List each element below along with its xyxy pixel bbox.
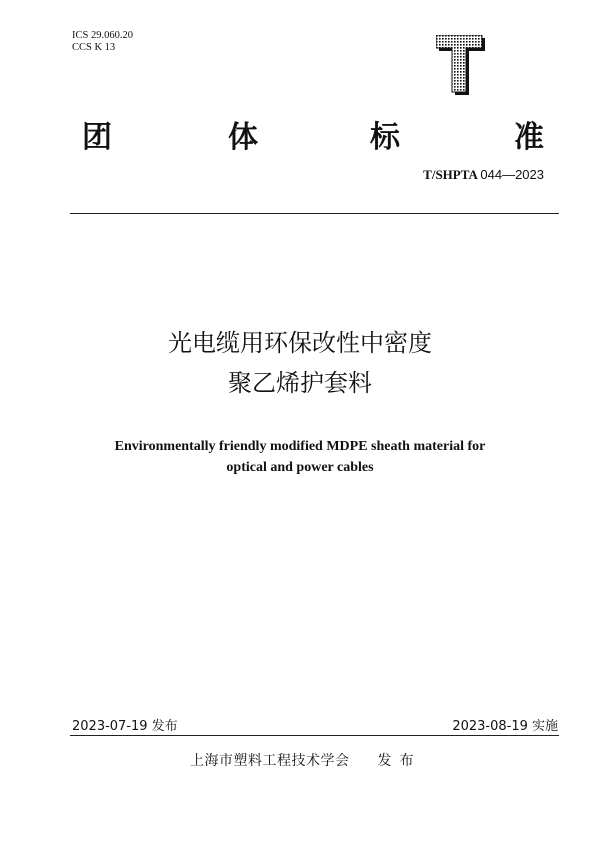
english-title-line-2: optical and power cables bbox=[226, 460, 374, 475]
standard-type-title bbox=[82, 118, 552, 158]
issuer-action: 发布 bbox=[377, 753, 422, 769]
standard-code bbox=[423, 167, 544, 183]
standard-type-char: 准 bbox=[514, 120, 544, 155]
chinese-title-line-2: 聚乙烯护套料 bbox=[228, 369, 372, 397]
implementation-date: 2023-08-19 实施 bbox=[452, 719, 558, 734]
standard-code-number: 044—2023 bbox=[480, 167, 544, 182]
issuer-line bbox=[190, 750, 422, 770]
standard-type-char: 体 bbox=[228, 120, 258, 155]
standard-code-prefix: T/SHPTA bbox=[423, 167, 478, 182]
top-divider bbox=[70, 213, 559, 214]
standard-type-char: 标 bbox=[370, 120, 400, 155]
issuer-name: 上海市塑料工程技术学会 bbox=[190, 753, 350, 769]
standard-type-char: 团 bbox=[82, 120, 112, 155]
english-title-line-1: Environmentally friendly modified MDPE sheath material for bbox=[114, 439, 486, 454]
publish-date: 2023-07-19 发布 bbox=[72, 719, 178, 734]
ccs-code: CCS K 13 bbox=[72, 42, 116, 53]
classification-codes bbox=[72, 30, 133, 54]
chinese-title-line-1: 光电缆用环保改性中密度 bbox=[168, 329, 432, 357]
ics-code: ICS 29.060.20 bbox=[72, 30, 133, 41]
group-standard-logo bbox=[436, 35, 486, 95]
bottom-divider bbox=[70, 735, 559, 736]
